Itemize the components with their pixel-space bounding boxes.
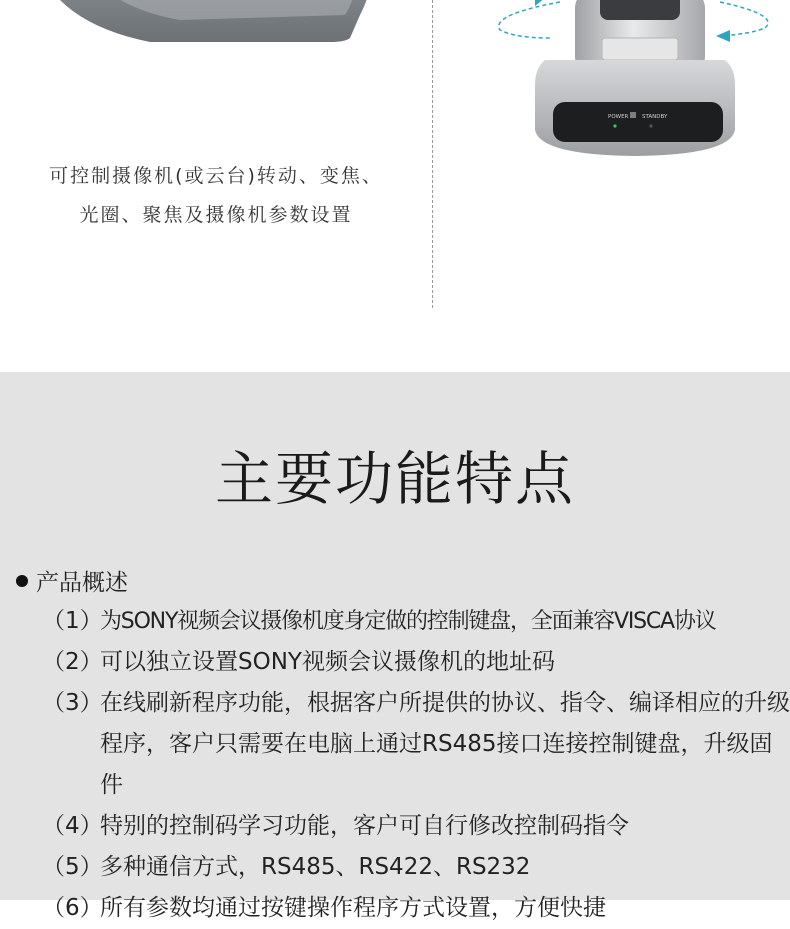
feature-text: 所有参数均通过按键操作程序方式设置，方便快捷 (100, 895, 606, 921)
feature-number: （1） (42, 608, 103, 634)
features-section (0, 372, 790, 921)
product-illustration-area (0, 0, 790, 372)
ptz-camera-image (490, 0, 780, 160)
overview-heading (16, 564, 128, 597)
feature-item (42, 888, 606, 929)
feature-number: （3） (42, 690, 103, 716)
feature-text: 多种通信方式，RS485、RS422、RS232 (100, 854, 531, 880)
overview-label: 产品概述 (36, 570, 128, 596)
feature-text: 可以独立设置SONY视频会议摄像机的地址码 (100, 649, 555, 675)
controller-caption-line2: 光圈、聚焦及摄像机参数设置 (79, 204, 353, 226)
feature-item (42, 847, 531, 888)
feature-number: （2） (42, 649, 103, 675)
feature-text: 为SONY视频会议摄像机度身定做的控制键盘，全面兼容VISCA协议 (100, 609, 716, 634)
bullet-icon (16, 575, 28, 587)
feature-number: （4） (42, 813, 103, 839)
feature-item (42, 806, 629, 847)
feature-text: 在线刷新程序功能，根据客户所提供的协议、指令、编译相应的升级程序，客户只需要在电脑上通过RS485接口连接控制键盘，升级固件 (100, 690, 790, 798)
controller-keyboard-image (60, 0, 380, 42)
camera-power-label: POWER (608, 114, 629, 120)
controller-caption-line1: 可控制摄像机(或云台)转动、变焦、 (49, 165, 383, 187)
vertical-divider (432, 0, 433, 308)
feature-item (42, 642, 555, 683)
feature-item (42, 683, 790, 798)
section-title: 主要功能特点 (214, 445, 575, 513)
feature-text: 特别的控制码学习功能，客户可自行修改控制码指令 (100, 813, 629, 839)
feature-number: （5） (42, 854, 103, 880)
camera-standby-label: STANDBY (642, 114, 668, 120)
feature-item (42, 601, 716, 642)
feature-number: （6） (42, 895, 103, 921)
